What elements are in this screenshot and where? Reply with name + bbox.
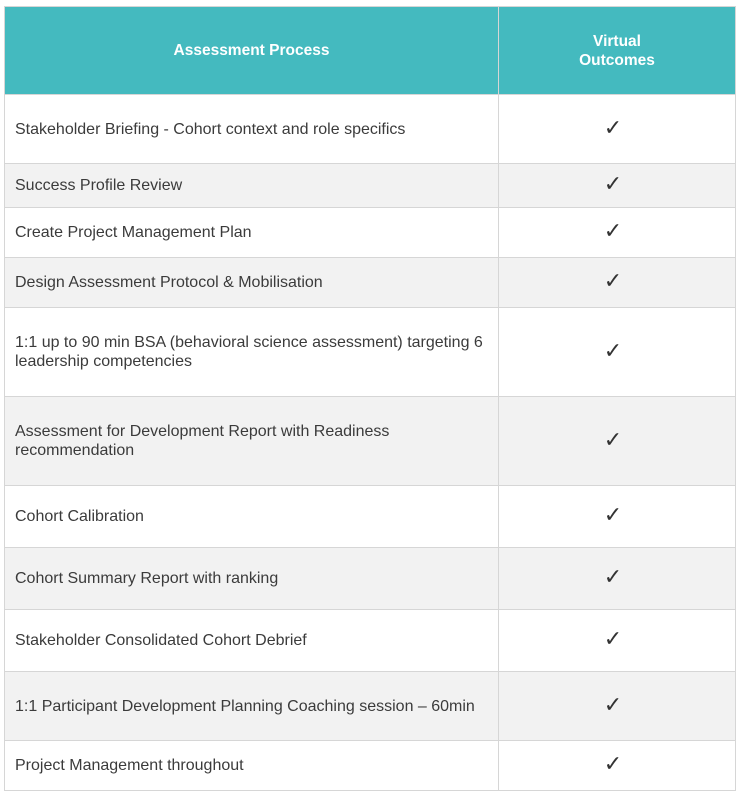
header-virtual-outcomes [499,7,736,95]
virtual-cell [499,548,736,610]
virtual-cell [499,486,736,548]
process-cell: Project Management throughout [5,741,499,791]
process-cell: Cohort Summary Report with ranking [5,548,499,610]
check-icon: ✓ [603,751,623,776]
process-cell: Design Assessment Protocol & Mobilisation [5,258,499,308]
process-cell: Stakeholder Consolidated Cohort Debrief [5,610,499,672]
check-icon: ✓ [603,171,623,196]
virtual-cell [499,164,736,208]
virtual-cell [499,258,736,308]
virtual-cell [499,397,736,486]
check-icon: ✓ [603,114,623,140]
process-cell: Cohort Calibration [5,486,499,548]
table-row [5,397,736,486]
table-row [5,486,736,548]
virtual-cell [499,95,736,164]
virtual-cell [499,741,736,791]
table-row [5,95,736,164]
process-cell: 1:1 Participant Development Planning Coaching session – 60min [5,672,499,741]
virtual-cell [499,672,736,741]
table-row [5,741,736,791]
check-icon: ✓ [603,268,623,293]
table-row [5,548,736,610]
virtual-cell [499,308,736,397]
table-row [5,208,736,258]
process-cell: Success Profile Review [5,164,499,208]
process-cell: Assessment for Development Report with Readiness recommendation [5,397,499,486]
check-icon: ✓ [603,564,623,589]
table-header-row [5,7,736,95]
check-icon: ✓ [603,691,623,717]
header-assessment-process: Assessment Process [5,7,499,95]
assessment-table-container [4,6,735,791]
table-row [5,672,736,741]
process-cell: Create Project Management Plan [5,208,499,258]
process-cell: 1:1 up to 90 min BSA (behavioral science assessment) targeting 6 leadership competencies [5,308,499,397]
table-row [5,308,736,397]
check-icon: ✓ [603,426,623,452]
table-row [5,610,736,672]
header-virtual-outcomes-label: Virtual Outcomes [579,32,655,69]
table-row [5,258,736,308]
check-icon: ✓ [603,626,623,651]
check-icon: ✓ [603,502,623,527]
check-icon: ✓ [603,218,623,243]
process-cell: Stakeholder Briefing - Cohort context and role specifics [5,95,499,164]
table-row [5,164,736,208]
assessment-table [4,6,736,791]
virtual-cell [499,208,736,258]
virtual-cell [499,610,736,672]
check-icon: ✓ [603,337,623,363]
